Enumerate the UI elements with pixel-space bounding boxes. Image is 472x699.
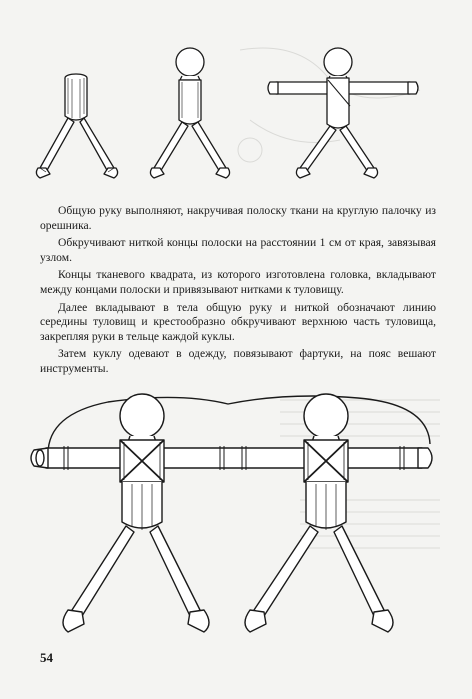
doll-step-head-illustration bbox=[136, 46, 246, 186]
paragraph-3: Концы тканевого квадрата, из которого изготовлена головка, вкладывают между концами полоски и привязывают нитками к туловищу. bbox=[40, 268, 436, 296]
doll-step-arms-illustration bbox=[266, 46, 436, 186]
page-number: 54 bbox=[40, 650, 53, 665]
doll-step-body-illustration bbox=[28, 64, 138, 186]
twin-dolls-illustration bbox=[28, 384, 440, 646]
paragraph-4: Далее вкладывают в тела общую руку и ниткой обозначают линию середины туловищ и крестообразно обкручивают верхнюю часть туловища, закрепляя руки в тельце каждой куклы. bbox=[40, 300, 436, 343]
paragraph-2: Обкручивают ниткой концы полоски на расстоянии 1 см от края, завязывая узлом. bbox=[40, 236, 436, 264]
paragraph-5: Затем куклу одевают в одежду, повязывают фартуки, на пояс вешают инструменты. bbox=[40, 347, 436, 375]
paragraph-1: Общую руку выполняют, накручивая полоску ткани на круглую палочку из орешника. bbox=[40, 204, 436, 232]
instruction-text bbox=[40, 204, 436, 380]
